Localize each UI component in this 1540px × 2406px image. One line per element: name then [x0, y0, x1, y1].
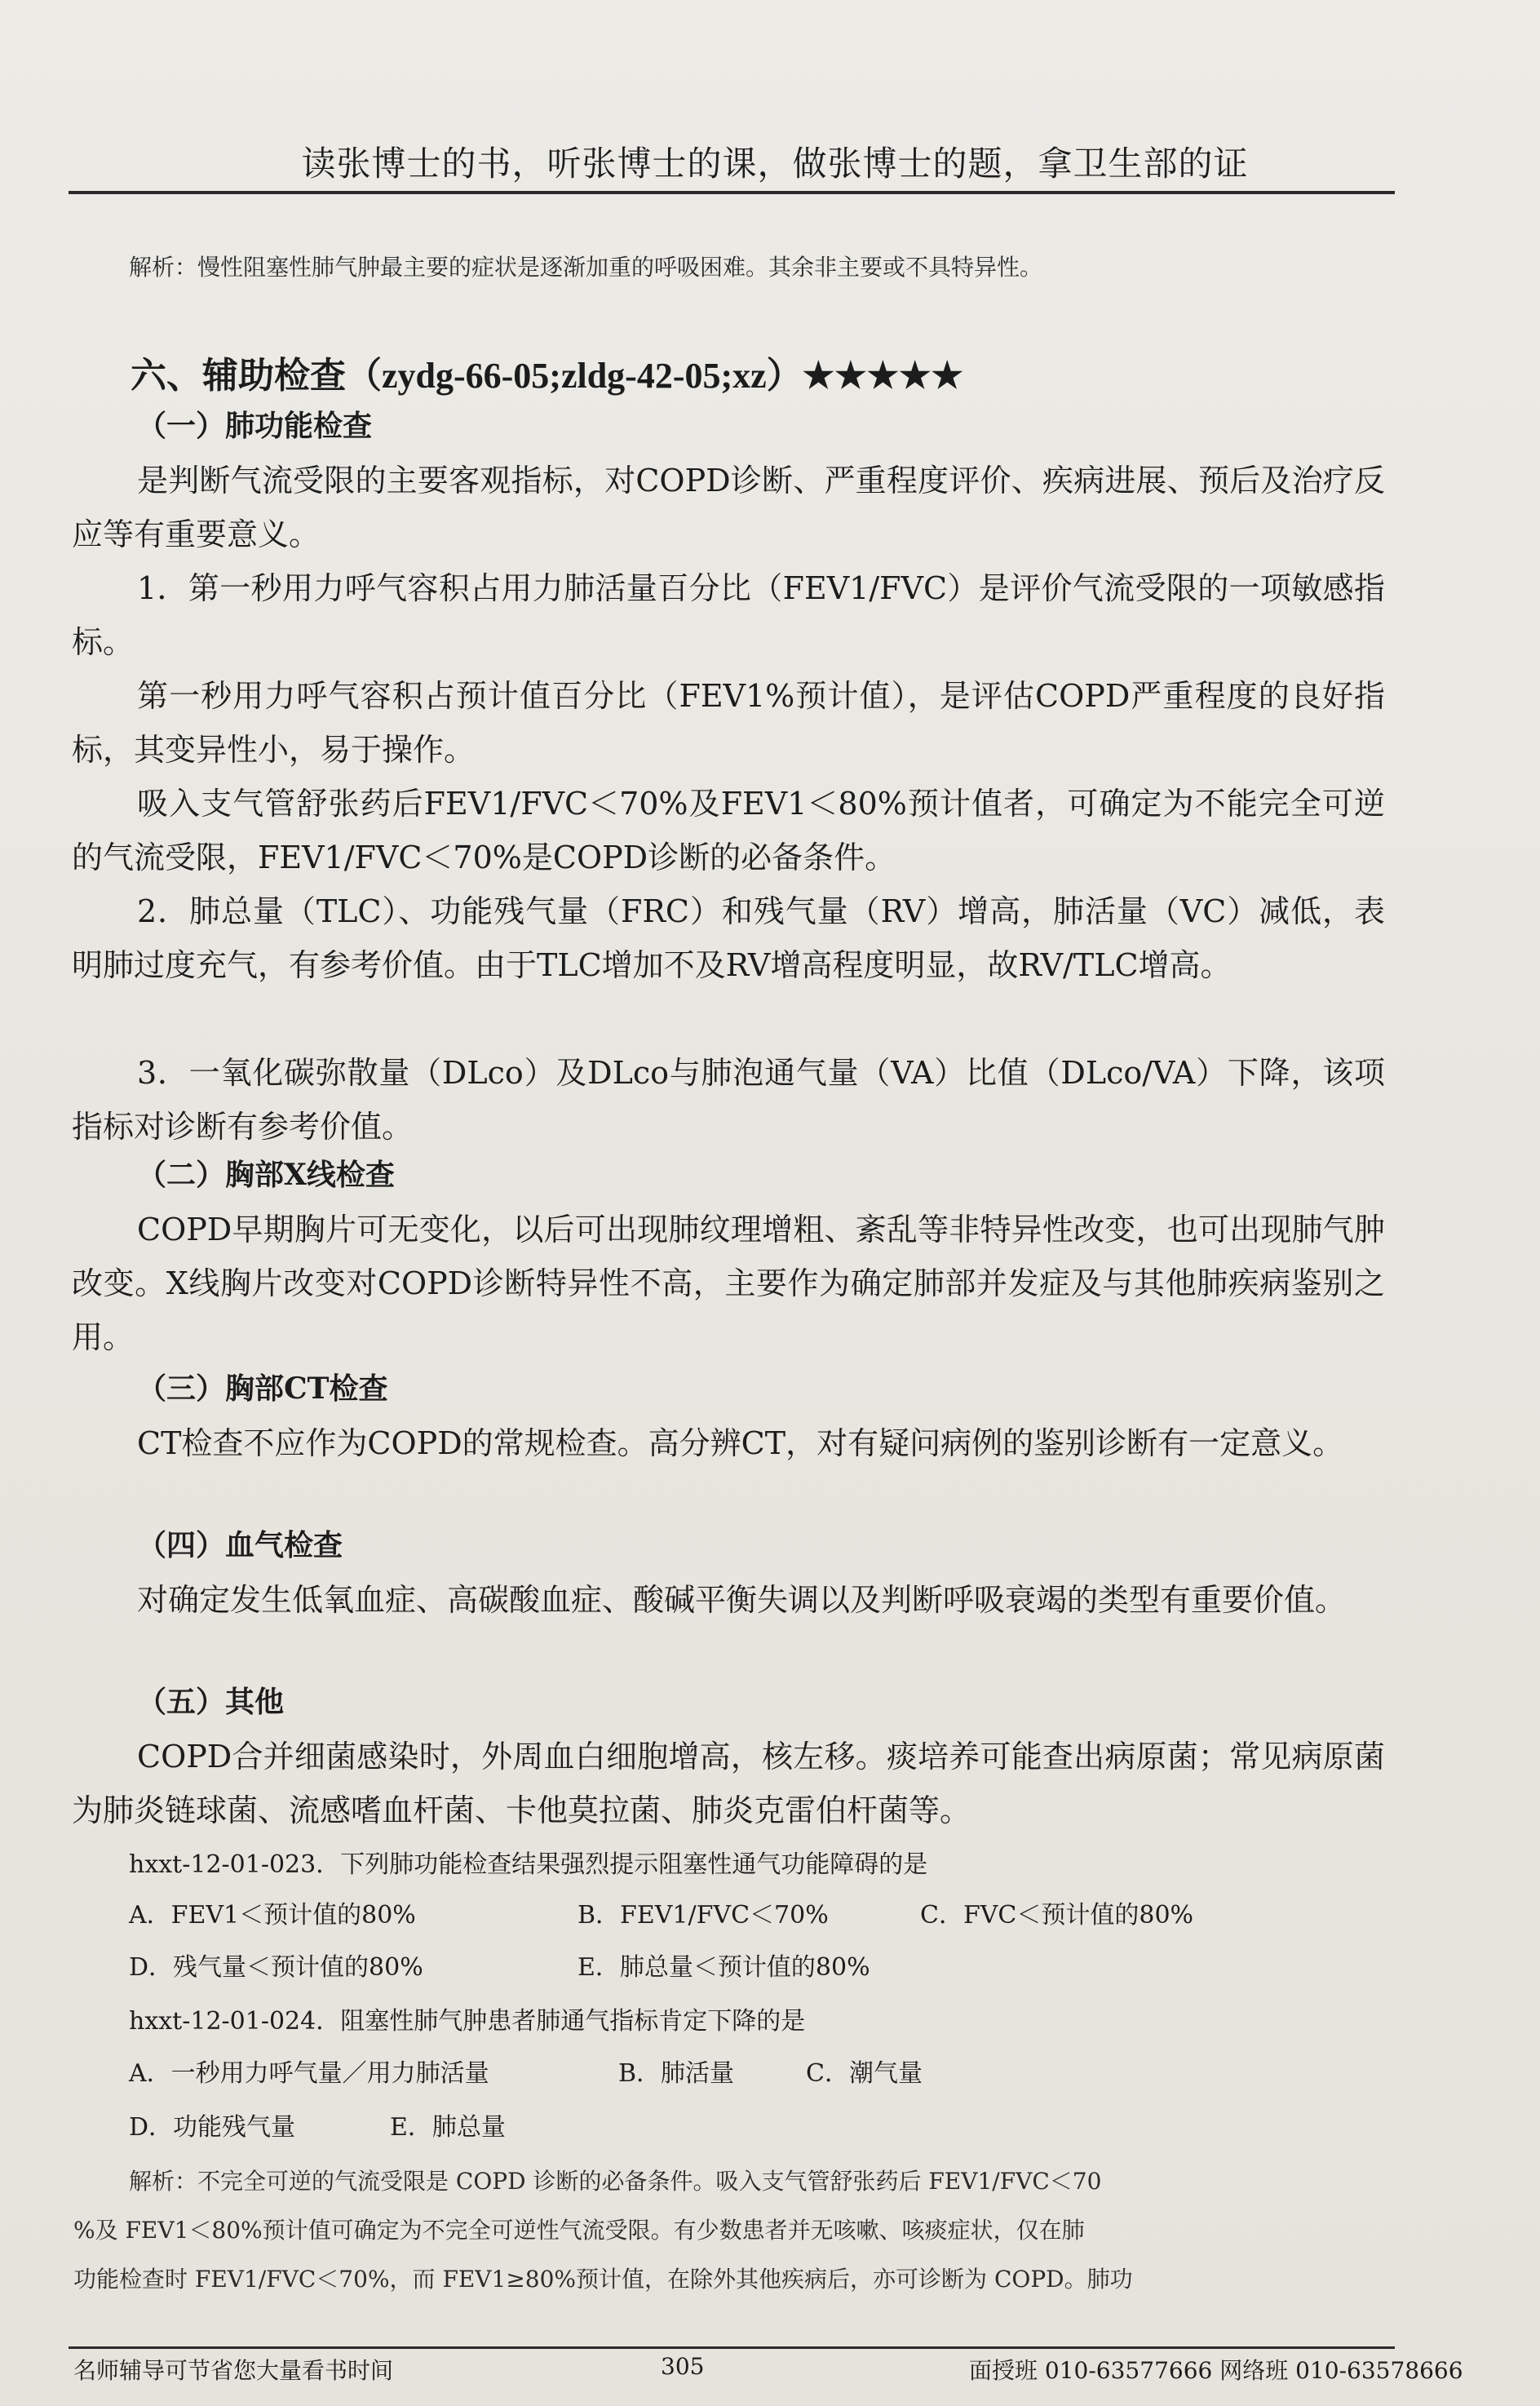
- question-024-option-b: B．肺活量: [618, 2059, 735, 2088]
- header-rule: [69, 191, 1395, 194]
- top-analysis-note: 解析：慢性阻塞性肺气肿最主要的症状是逐渐加重的呼吸困难。其余非主要或不具特异性。: [129, 254, 1043, 281]
- analysis-line-2: %及 FEV1＜80%预计值可确定为不完全可逆性气流受限。有少数患者并无咳嗽、咳痰症状，仅在肺: [73, 2217, 1085, 2244]
- question-024-option-e: E．肺总量: [390, 2113, 506, 2142]
- question-024-option-d: D．功能残气量: [129, 2113, 296, 2142]
- para-dlco: 3．一氧化碳弥散量（DLco）及DLco与肺泡通气量（VA）比值（DLco/VA）下降，该项指标对诊断有参考价值。: [72, 1055, 1385, 1145]
- question-024-stem: hxxt-12-01-024．阻塞性肺气肿患者肺通气指标肯定下降的是: [129, 2007, 806, 2036]
- subsection-others: （五）其他: [137, 1685, 285, 1719]
- section-title-text: 六、辅助检查: [131, 355, 346, 397]
- section-stars: ★★★★★: [802, 355, 963, 397]
- footer-slogan: 名师辅导可节省您大量看书时间: [73, 2357, 394, 2384]
- para-fev1-predicted: 第一秒用力呼气容积占预计值百分比（FEV1%预计值），是评估COPD严重程度的良好指标，其变异性小，易于操作。: [72, 678, 1385, 768]
- question-023-option-a: A．FEV1＜预计值的80%: [129, 1901, 416, 1930]
- section-title: [131, 346, 963, 398]
- question-023-option-c: C．FVC＜预计值的80%: [920, 1901, 1194, 1930]
- para-chest-ct: CT检查不应作为COPD的常规检查。高分辨CT，对有疑问病例的鉴别诊断有一定意义。: [137, 1425, 1344, 1461]
- section-code: （zydg-66-05;zldg-42-05;xz）: [346, 356, 803, 396]
- para-blood-gas: 对确定发生低氧血症、高碳酸血症、酸碱平衡失调以及判断呼吸衰竭的类型有重要价值。: [137, 1582, 1347, 1618]
- question-024-option-a: A．一秒用力呼气量／用力肺活量: [129, 2059, 489, 2088]
- question-023-option-e: E．肺总量＜预计值的80%: [578, 1953, 870, 1982]
- footer-contact: 面授班 010-63577666 网络班 010-63578666: [969, 2357, 1463, 2384]
- question-023-option-b: B．FEV1/FVC＜70%: [578, 1901, 829, 1930]
- running-header: 读张博士的书，听张博士的课，做张博士的题，拿卫生部的证: [301, 144, 1249, 184]
- question-024-option-c: C．潮气量: [806, 2059, 923, 2088]
- para-fev1-fvc: 1．第一秒用力呼气容积占用力肺活量百分比（FEV1/FVC）是评价气流受限的一项敏感指标。: [72, 570, 1385, 660]
- subsection-blood-gas: （四）血气检查: [137, 1528, 343, 1562]
- page-number: 305: [661, 2353, 705, 2380]
- subsection-chest-xray: （二）胸部X线检查: [137, 1158, 395, 1192]
- para-others: COPD合并细菌感染时，外周血白细胞增高，核左移。痰培养可能查出病原菌；常见病原菌为肺炎链球菌、流感嗜血杆菌、卡他莫拉菌、肺炎克雷伯杆菌等。: [72, 1739, 1385, 1828]
- analysis-line-1: 解析：不完全可逆的气流受限是 COPD 诊断的必备条件。吸入支气管舒张药后 FEV1/FVC＜70: [129, 2168, 1102, 2195]
- subsection-lung-function: （一）肺功能检查: [137, 409, 373, 443]
- para-bronchodilator: 吸入支气管舒张药后FEV1/FVC＜70%及FEV1＜80%预计值者，可确定为不能完全可逆的气流受限，FEV1/FVC＜70%是COPD诊断的必备条件。: [72, 786, 1385, 875]
- para-lung-function-intro: 是判断气流受限的主要客观指标，对COPD诊断、严重程度评价、疾病进展、预后及治疗反应等有重要意义。: [72, 463, 1385, 552]
- subsection-chest-ct: （三）胸部CT检查: [137, 1371, 388, 1406]
- footer-rule: [69, 2346, 1395, 2349]
- question-023-option-d: D．残气量＜预计值的80%: [129, 1953, 423, 1982]
- analysis-line-3: 功能检查时 FEV1/FVC＜70%，而 FEV1≥80%预计值，在除外其他疾病后，亦可诊断为 COPD。肺功: [73, 2266, 1133, 2293]
- question-023-stem: hxxt-12-01-023．下列肺功能检查结果强烈提示阻塞性通气功能障碍的是: [129, 1850, 928, 1879]
- para-tlc-frc-rv: 2．肺总量（TLC）、功能残气量（FRC）和残气量（RV）增高，肺活量（VC）减低，表明肺过度充气，有参考价值。由于TLC增加不及RV增高程度明显，故RV/TLC增高。: [72, 893, 1385, 983]
- para-chest-xray: COPD早期胸片可无变化，以后可出现肺纹理增粗、紊乱等非特异性改变，也可出现肺气肿改变。X线胸片改变对COPD诊断特异性不高，主要作为确定肺部并发症及与其他肺疾病鉴别之用。: [72, 1212, 1385, 1355]
